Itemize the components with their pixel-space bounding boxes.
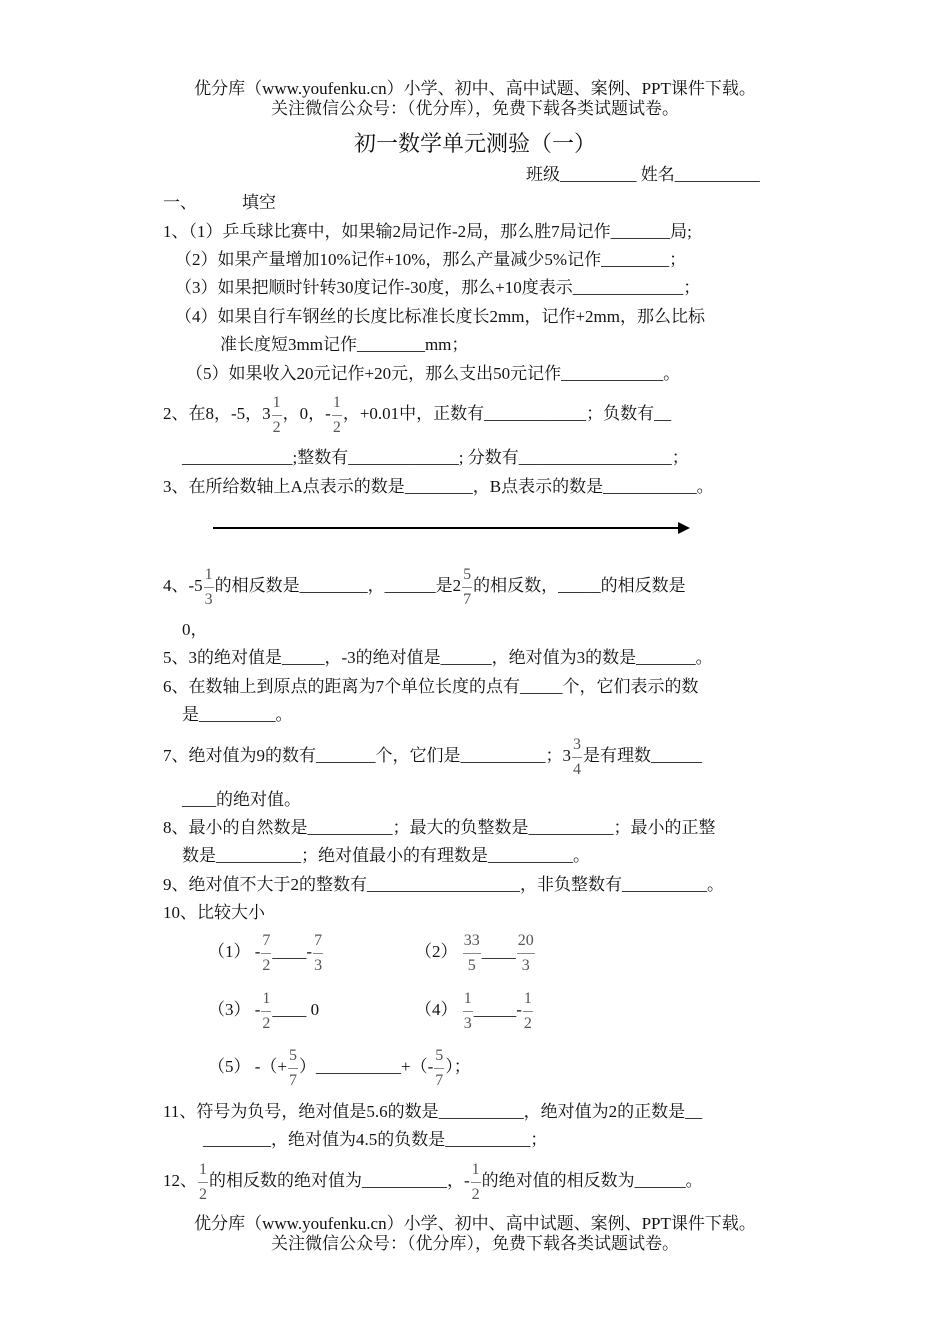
q12-frac1-num: 1	[199, 1160, 207, 1178]
q7-line-1	[163, 734, 702, 779]
number-line	[213, 527, 679, 529]
q1-line-2: （2）如果产量增加10%记作+10%，那么产量减少5%记作________；	[175, 250, 687, 269]
q2-text-a: 2、在8，-5，	[163, 404, 263, 423]
q10-p4-label: （4）	[415, 1000, 458, 1019]
q5-line: 5、3的绝对值是_____，-3的绝对值是______，绝对值为3的数是_______。	[163, 648, 713, 667]
q10-p3-sign: -	[254, 1000, 261, 1019]
q12-fraction-2	[471, 1161, 481, 1204]
q10-p1-an: 7	[262, 931, 271, 949]
q10-p2-ad: 5	[467, 956, 476, 974]
q4-text-a: 4、-5	[163, 576, 203, 595]
q12-fraction-1	[198, 1161, 208, 1204]
q10-p1-bd: 3	[314, 956, 323, 974]
header-line-2: 关注微信公众号：（优分库），免费下载各类试题试卷。	[271, 99, 679, 118]
q10-p5-sign: -（+	[254, 1057, 287, 1076]
q10-p1-label: （1）	[208, 942, 251, 961]
footer-line-1: 优分库（www.youfenku.cn）小学、初中、高中试题、案例、PPT课件下载。	[194, 1214, 756, 1233]
q10-part-2	[415, 930, 536, 975]
q11-line-1: 11、符号为负号，绝对值是5.6的数是__________，绝对值为2的正数是__	[163, 1102, 703, 1121]
q10-p3-mid: ____ 0	[272, 1000, 320, 1019]
q2-line-1	[163, 392, 671, 437]
q4-frac2-den: 7	[463, 590, 472, 608]
q12-frac2-num: 1	[471, 1160, 480, 1178]
q9-line: 9、绝对值不大于2的整数有__________________，非负整数有__________。	[163, 875, 724, 894]
q10-p2-an: 33	[463, 931, 480, 949]
q2-line-2: _____________;整数有_____________; 分数有__________________；	[182, 448, 689, 467]
q4-frac1-num: 1	[204, 565, 213, 583]
q7-frac-num: 3	[573, 735, 581, 753]
q12-text-b: 的相反数的绝对值为__________，-	[209, 1171, 470, 1190]
q2-fraction-2	[332, 394, 342, 437]
q10-p1-sign: -	[254, 942, 261, 961]
q4-frac1-den: 3	[204, 590, 213, 608]
q6-line-1: 6、在数轴上到原点的距离为7个单位长度的点有_____个，它们表示的数	[163, 677, 699, 696]
q10-p4-mid: _____-	[473, 1000, 522, 1019]
q10-p2-frac-b	[517, 932, 535, 975]
q11-line-2: ________，绝对值为4.5的负数是__________；	[203, 1130, 548, 1149]
q2-whole: 3	[262, 404, 271, 423]
q10-part-4	[415, 988, 534, 1033]
q4-fraction-1	[204, 566, 214, 609]
q10-p4-frac-b	[523, 990, 533, 1033]
section-number: 一、	[163, 193, 197, 212]
q7-text-a: 7、绝对值为9的数有_______个，它们是__________；3	[163, 746, 571, 765]
q7-line-2: ____的绝对值。	[182, 790, 301, 809]
q2-frac2-num: 1	[332, 393, 341, 411]
q10-p4-ad: 3	[463, 1014, 472, 1032]
q1-line-6: （5）如果收入20元记作+20元，那么支出50元记作____________。	[186, 364, 681, 383]
q8-line-2: 数是__________；绝对值最小的有理数是__________。	[182, 846, 590, 865]
q8-line-1: 8、最小的自然数是__________；最大的负整数是__________；最小的正整	[163, 818, 716, 837]
q12-frac1-den: 2	[199, 1185, 207, 1203]
q4-line-1	[163, 564, 686, 609]
q4-text-b: 的相反数是________，______是2	[214, 576, 462, 595]
number-line-arrowhead	[678, 522, 690, 534]
q10-p5-bn: 5	[435, 1046, 444, 1064]
q12-frac2-den: 2	[471, 1185, 480, 1203]
q10-p5-bd: 7	[435, 1071, 444, 1089]
q12-line	[163, 1159, 703, 1204]
q10-p4-frac-a	[463, 990, 473, 1033]
q10-p2-bd: 3	[521, 956, 530, 974]
q7-frac-den: 4	[573, 760, 581, 778]
q2-text-b: ，0，-	[282, 404, 331, 423]
q10-p1-ad: 2	[262, 956, 271, 974]
q10-p5-an: 5	[289, 1046, 297, 1064]
q10-part-1	[208, 930, 324, 975]
q10-p5-ad: 7	[289, 1071, 297, 1089]
q10-p2-frac-a	[463, 932, 481, 975]
q10-p5-end: ）；	[445, 1057, 471, 1076]
q2-frac1-den: 2	[272, 418, 281, 436]
q7-fraction	[572, 736, 582, 779]
q10-p2-label: （2）	[415, 942, 458, 961]
q10-part-3	[208, 988, 319, 1033]
q10-p1-bn: 7	[314, 931, 323, 949]
q10-part-5	[208, 1045, 471, 1090]
class-name-line: 班级_________ 姓名__________	[526, 165, 760, 184]
q4-frac2-num: 5	[463, 565, 472, 583]
q12-text-c: 的绝对值的相反数为______。	[481, 1171, 703, 1190]
q10-p1-frac-a	[261, 932, 271, 975]
q10-p3-label: （3）	[208, 1000, 251, 1019]
q2-text-c: ，+0.01中，正数有____________；负数有__	[342, 404, 672, 423]
q10-label: 10、比较大小	[163, 903, 265, 922]
q1-line-3: （3）如果把顺时针转30度记作-30度，那么+10度表示_____________；	[175, 278, 701, 297]
q10-p3-an: 1	[262, 989, 271, 1007]
q10-p2-bn: 20	[517, 931, 534, 949]
q10-p4-bn: 1	[523, 989, 532, 1007]
q1-line-5: 准长度短3mm记作________mm；	[220, 335, 469, 354]
q1-line-1: 1、（1）乒乓球比赛中，如果输2局记作-2局，那么胜7局记作_______局;	[163, 222, 692, 241]
q12-text-a: 12、	[163, 1171, 197, 1190]
section-label: 填空	[242, 193, 276, 212]
q3-line: 3、在所给数轴上A点表示的数是________，B点表示的数是___________。	[163, 477, 714, 496]
q10-p2-mid: ____	[481, 942, 516, 961]
footer-line-2: 关注微信公众号：（优分库），免费下载各类试题试卷。	[271, 1234, 679, 1253]
q7-text-b: 是有理数______	[583, 746, 702, 765]
q2-fraction-1	[272, 394, 282, 437]
q4-text-c: 的相反数，_____的相反数是	[473, 576, 686, 595]
q10-p3-ad: 2	[262, 1014, 271, 1032]
header-line-1: 优分库（www.youfenku.cn）小学、初中、高中试题、案例、PPT课件下载。	[194, 79, 756, 98]
q1-line-4: （4）如果自行车钢丝的长度比标准长度长2mm，记作+2mm，那么比标	[175, 307, 705, 326]
q10-p5-frac-a	[288, 1047, 298, 1090]
page-title: 初一数学单元测验（一）	[353, 131, 596, 156]
q2-frac1-num: 1	[272, 393, 281, 411]
q4-fraction-2	[462, 566, 472, 609]
q6-line-2: 是_________。	[182, 705, 293, 724]
q10-p3-frac-a	[261, 990, 271, 1033]
q4-line-2: 0，	[182, 620, 208, 639]
q10-p1-frac-b	[313, 932, 323, 975]
q10-p5-mid: ）__________+（-	[299, 1057, 434, 1076]
q10-p4-an: 1	[463, 989, 472, 1007]
q10-p5-label: （5）	[208, 1057, 251, 1076]
q10-p4-bd: 2	[523, 1014, 532, 1032]
q10-p5-frac-b	[434, 1047, 444, 1090]
q10-p1-mid: ____-	[272, 942, 313, 961]
q2-frac2-den: 2	[332, 418, 341, 436]
